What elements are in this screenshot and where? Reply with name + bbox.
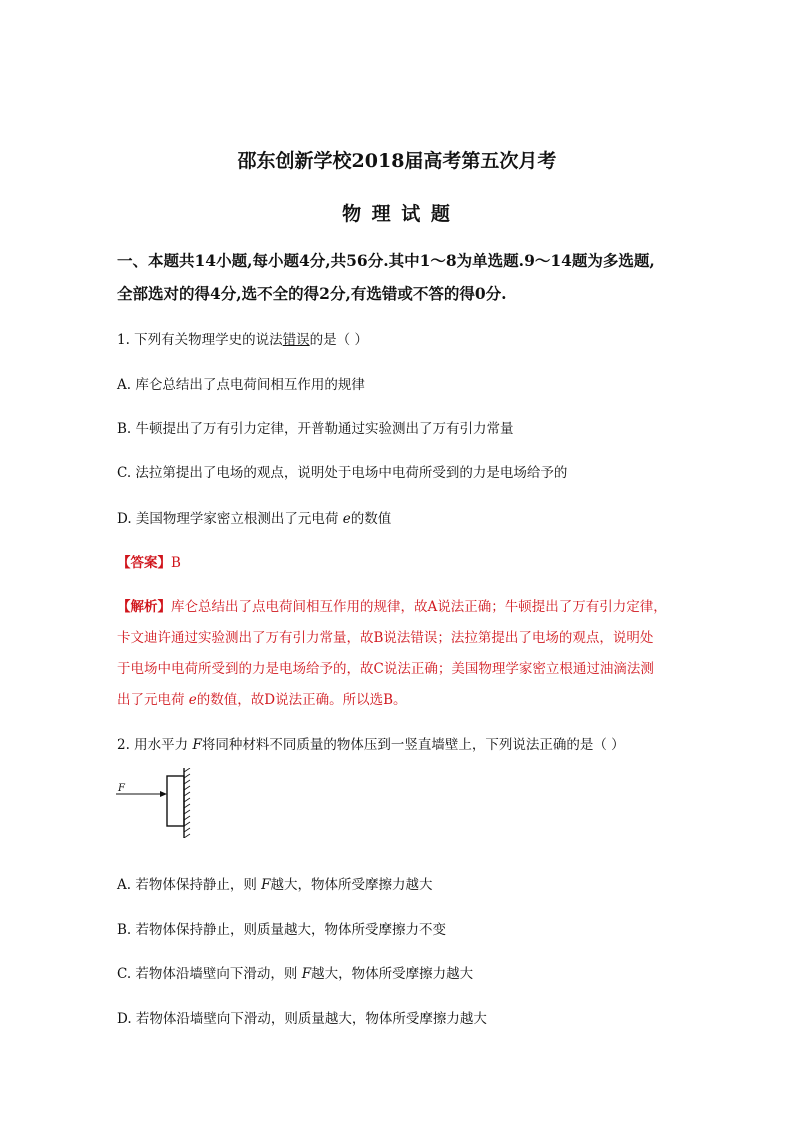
wall-hatching <box>184 768 190 838</box>
answer-value: B <box>171 555 181 571</box>
question-1-option-b: B. 牛顿提出了万有引力定律，开普勒通过实验测出了万有引力常量 <box>117 421 514 437</box>
question-1-analysis-line-3: 于电场中电荷所受到的力是电场给予的，故C说法正确；美国物理学家密立根通过油滴法测 <box>117 661 654 677</box>
analysis-last-post: 的数值，故D说法正确。所以选B。 <box>196 692 407 708</box>
force-label: F <box>118 783 125 794</box>
analysis-text-1: 库仑总结出了点电荷间相互作用的规律，故A说法正确；牛顿提出了万有引力定律， <box>171 599 667 615</box>
question-1-stem <box>117 328 368 348</box>
answer-label: 【答案】 <box>117 555 171 571</box>
question-2-figure <box>114 768 194 838</box>
question-2-option-a <box>117 873 433 893</box>
question-2-option-b: B. 若物体保持静止，则质量越大，物体所受摩擦力不变 <box>117 922 447 938</box>
question-2-option-c-pre: C. 若物体沿墙壁向下滑动，则 <box>117 966 302 982</box>
question-1-option-d-pre: D. 美国物理学家密立根测出了元电荷 <box>117 511 343 527</box>
question-2-stem <box>117 733 625 753</box>
section-instructions-line-1: 一、本题共14小题,每小题4分,共56分.其中1～8为单选题.9～14题为多选题, <box>117 251 655 270</box>
question-1-stem-pre: 1. 下列有关物理学史的说法 <box>117 332 283 348</box>
question-1-option-c: C. 法拉第提出了电场的观点，说明处于电场中电荷所受到的力是电场给予的 <box>117 465 568 481</box>
question-2-option-a-post: 越大，物体所受摩擦力越大 <box>270 877 433 893</box>
question-1-answer <box>117 551 181 571</box>
question-2-option-a-var: F <box>261 877 271 893</box>
analysis-last-var: e <box>188 692 197 708</box>
question-1-stem-underlined: 错误 <box>282 332 310 348</box>
page-subtitle: 物 理 试 题 <box>342 203 452 225</box>
question-1-option-d-var: e <box>342 511 351 527</box>
block <box>167 776 184 826</box>
question-2-stem-pre: 2. 用水平力 <box>117 737 193 753</box>
question-1-stem-post: 的是（ ） <box>309 332 368 348</box>
question-2-option-c <box>117 962 473 982</box>
question-2-stem-post: 将同种材料不同质量的物体压到一竖直墙壁上，下列说法正确的是（ ） <box>201 737 625 753</box>
question-1-analysis-line-2: 卡文迪许通过实验测出了万有引力常量，故B说法错误；法拉第提出了电场的观点，说明处 <box>117 630 654 646</box>
question-2-option-a-pre: A. 若物体保持静止，则 <box>117 877 262 893</box>
question-2-option-c-post: 越大，物体所受摩擦力越大 <box>311 966 474 982</box>
question-1-option-a: A. 库仑总结出了点电荷间相互作用的规律 <box>117 377 365 393</box>
question-2-option-d: D. 若物体沿墙壁向下滑动，则质量越大，物体所受摩擦力越大 <box>117 1011 487 1027</box>
analysis-label: 【解析】 <box>117 599 171 615</box>
question-1-analysis-line-4 <box>117 688 407 708</box>
page-title: 邵东创新学校2018届高考第五次月考 <box>237 150 557 172</box>
force-arrow-head <box>160 791 167 797</box>
section-instructions-line-2: 全部选对的得4分,选不全的得2分,有选错或不答的得0分. <box>117 284 507 303</box>
question-1-option-d <box>117 507 391 527</box>
question-1-analysis-line-1 <box>117 595 667 615</box>
analysis-last-pre: 出了元电荷 <box>117 692 189 708</box>
question-1-option-d-post: 的数值 <box>350 511 392 527</box>
question-2-stem-var: F <box>192 737 202 753</box>
question-2-option-c-var: F <box>301 966 312 982</box>
